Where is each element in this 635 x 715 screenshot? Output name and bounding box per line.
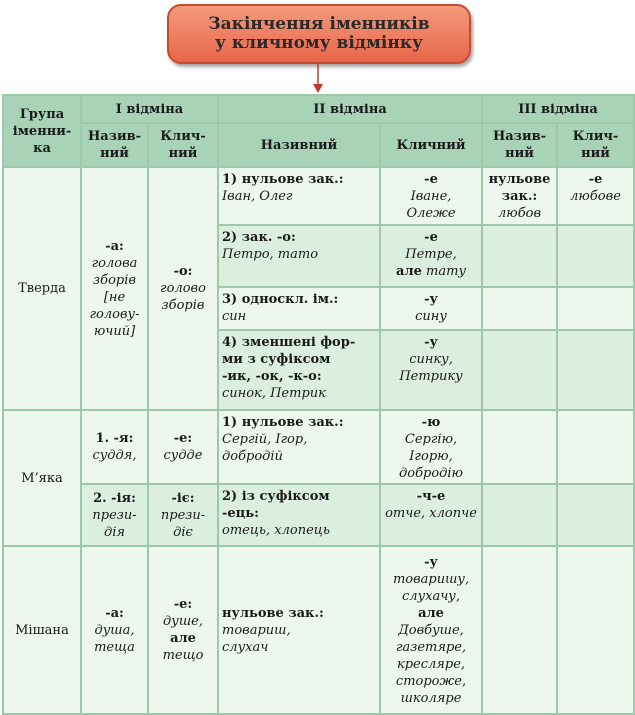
header-group: Група іменни- ка [3,95,81,167]
hard-d2-voc-2: -е Петре, але тату [380,225,482,287]
mixed-d1-voc: -е: душе, але тещо [148,546,218,714]
soft-d2-voc-2: -ч-е отче, хлопче [380,484,482,546]
hard-d1-voc: -о: голово зборів [148,167,218,410]
hard-d3-empty-2b [557,225,634,287]
header-nom3: Назив- ний [482,123,557,167]
mixed-d2-voc: -у товаришу, слухачу, але Довбуше, газетяре, кресляре, стороже, школяре [380,546,482,714]
endings-table [2,94,635,715]
hard-d3-empty-2 [482,225,557,287]
soft-d1-voc-2: -іє: прези- діє [148,484,218,546]
hard-d1-nom: -а: голова зборів [не голову- ючий] [81,167,148,410]
hard-d3-nom: нульове зак.: любов [482,167,557,225]
header-decl1: І відміна [81,95,218,123]
hard-d3-empty-4b [557,330,634,410]
header-voc1: Клич- ний [148,123,218,167]
header-decl2: ІІ відміна [218,95,482,123]
soft-d2-voc-1: -ю Сергію, Ігорю, добродію [380,410,482,484]
soft-d3-empty-2b [557,484,634,546]
hard-d2-voc-4: -у синку, Петрику [380,330,482,410]
header-nom2: Називний [218,123,380,167]
hard-d3-empty-3b [557,287,634,330]
hard-d2-voc-1: -е Іване, Олеже [380,167,482,225]
down-arrow-icon [312,62,324,94]
hard-d3-empty-4 [482,330,557,410]
group-soft: М’яка [3,410,81,546]
hard-d3-empty-3 [482,287,557,330]
soft-d3-empty-1 [482,410,557,484]
soft-d3-empty-1b [557,410,634,484]
soft-d1-nom-2: 2. -ія: прези- дія [81,484,148,546]
hard-d2-nom-3: 3) односкл. ім.: син [218,287,380,330]
hard-d2-nom-4: 4) зменшені фор- ми з суфіксом -ик, -ок, -к-о: синок, Петрик [218,330,380,410]
hard-d2-voc-3: -у сину [380,287,482,330]
title-box [167,4,471,64]
header-decl3: ІІІ відміна [482,95,634,123]
hard-d2-nom-2: 2) зак. -о: Петро, тато [218,225,380,287]
header-voc2: Кличний [380,123,482,167]
mixed-d1-nom: -а: душа, теща [81,546,148,714]
title-line2: у кличному відмінку [215,33,423,53]
header-nom1: Назив- ний [81,123,148,167]
mixed-d3-empty [482,546,557,714]
soft-d3-empty-2 [482,484,557,546]
hard-d3-voc: -е любове [557,167,634,225]
title-line1: Закінчення іменників [208,14,430,34]
mixed-d2-nom: нульове зак.: товариш, слухач [218,546,380,714]
soft-d1-nom-1: 1. -я: суддя, [81,410,148,484]
soft-d2-nom-2: 2) із суфіксом -ець: отець, хлопець [218,484,380,546]
mixed-d3-empty-b [557,546,634,714]
group-hard: Тверда [3,167,81,410]
header-voc3: Клич- ний [557,123,634,167]
group-mixed: Мішана [3,546,81,714]
hard-d2-nom-1: 1) нульове зак.: Іван, Олег [218,167,380,225]
soft-d2-nom-1: 1) нульове зак.: Сергій, Ігор, добродій [218,410,380,484]
soft-d1-voc-1: -е: судде [148,410,218,484]
